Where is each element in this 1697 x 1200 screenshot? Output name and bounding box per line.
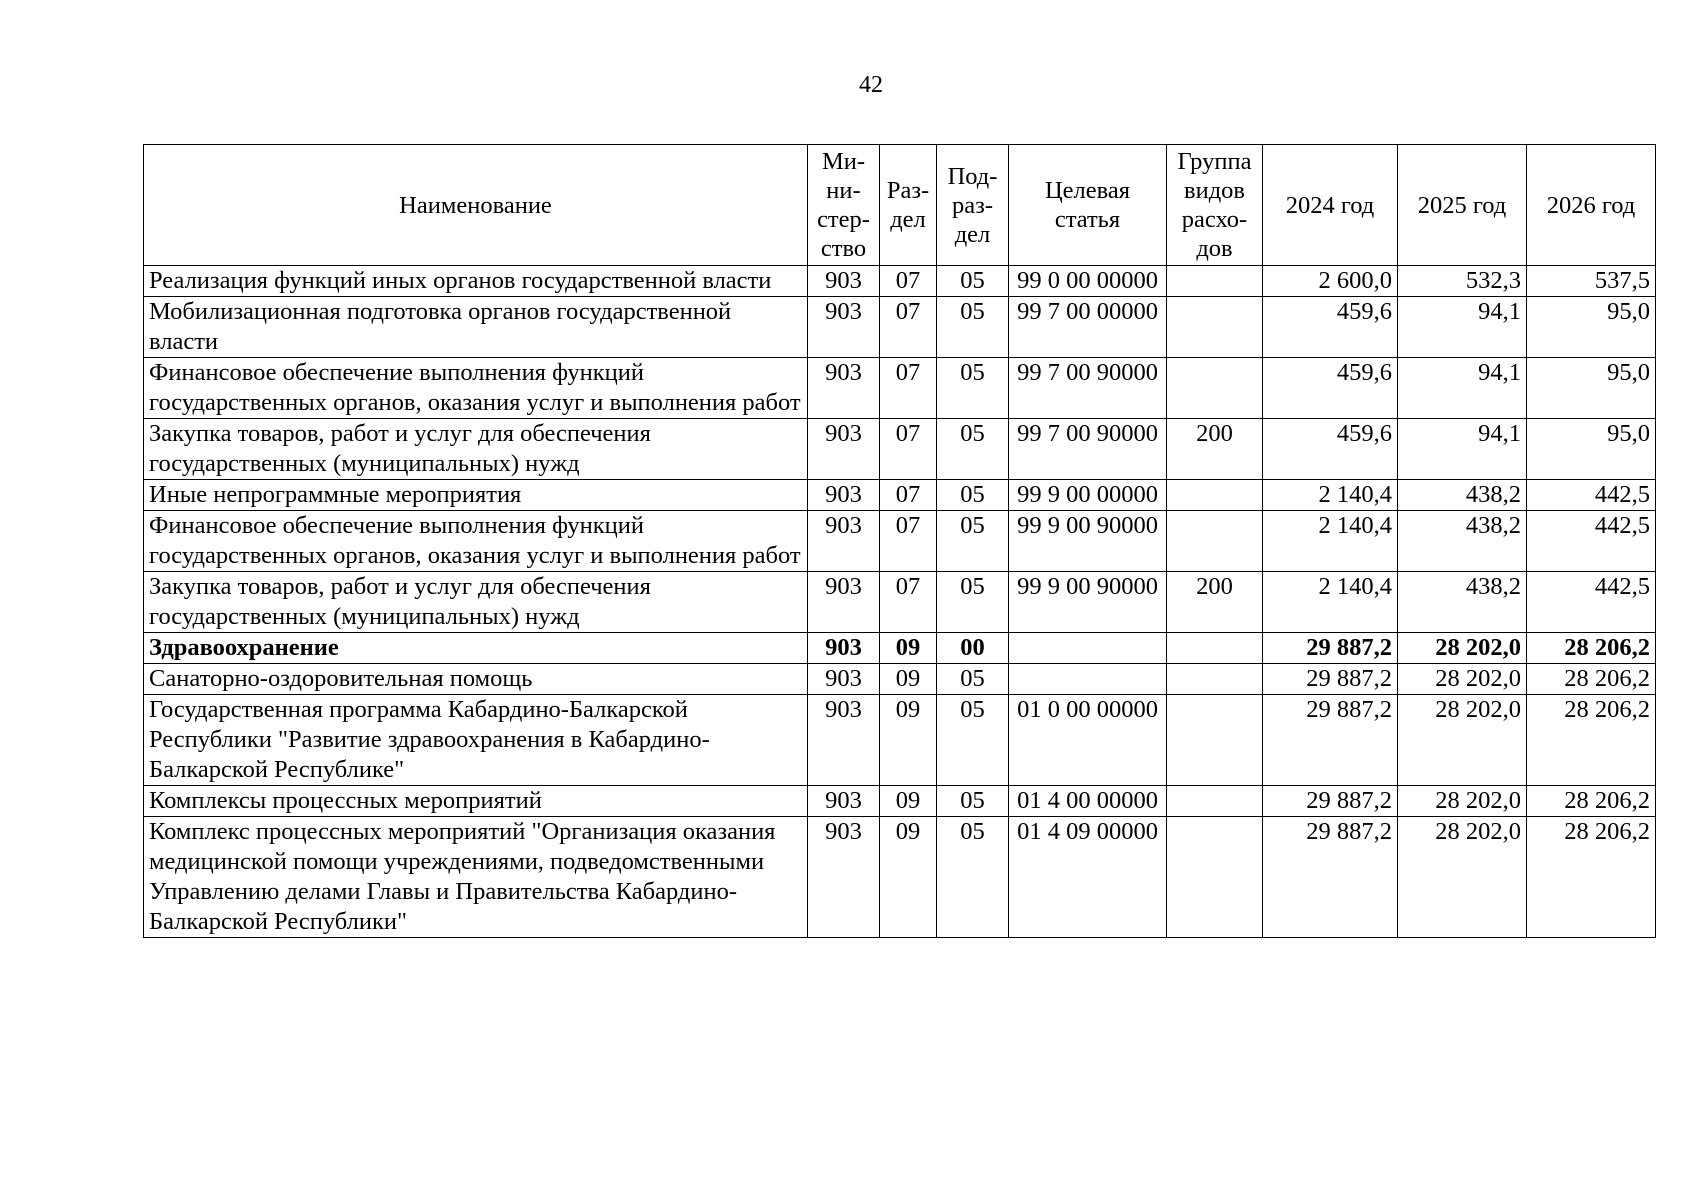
cell-year-2026: 442,5: [1527, 480, 1656, 511]
cell-name: Закупка товаров, работ и услуг для обеспечения государственных (муниципальных) нужд: [144, 572, 808, 633]
budget-table: [143, 144, 1656, 938]
cell-expense-group: [1167, 480, 1263, 511]
cell-target-article: 99 9 00 00000: [1009, 480, 1167, 511]
table-row: [144, 664, 1656, 695]
cell-year-2026: 28 206,2: [1527, 786, 1656, 817]
header-expense-group: Группа видов расхо- дов: [1167, 145, 1263, 266]
cell-section: 07: [880, 572, 937, 633]
cell-name: Реализация функций иных органов государственной власти: [144, 266, 808, 297]
header-year-2024: 2024 год: [1263, 145, 1398, 266]
cell-expense-group: [1167, 695, 1263, 786]
cell-year-2026: 95,0: [1527, 419, 1656, 480]
cell-ministry: 903: [808, 633, 880, 664]
cell-year-2024: 2 140,4: [1263, 572, 1398, 633]
cell-year-2025: 94,1: [1398, 297, 1527, 358]
cell-year-2024: 2 600,0: [1263, 266, 1398, 297]
header-section: Раз- дел: [880, 145, 937, 266]
cell-expense-group: [1167, 817, 1263, 938]
cell-year-2025: 28 202,0: [1398, 817, 1527, 938]
cell-year-2024: 2 140,4: [1263, 480, 1398, 511]
cell-target-article: 99 7 00 90000: [1009, 358, 1167, 419]
cell-subsection: 05: [937, 695, 1009, 786]
cell-target-article: 99 9 00 90000: [1009, 511, 1167, 572]
cell-subsection: 00: [937, 633, 1009, 664]
cell-subsection: 05: [937, 817, 1009, 938]
header-ministry: Ми- ни- стер- ство: [808, 145, 880, 266]
cell-year-2024: 29 887,2: [1263, 817, 1398, 938]
cell-expense-group: [1167, 297, 1263, 358]
cell-year-2025: 94,1: [1398, 358, 1527, 419]
cell-year-2026: 95,0: [1527, 358, 1656, 419]
cell-year-2026: 28 206,2: [1527, 633, 1656, 664]
cell-year-2024: 29 887,2: [1263, 664, 1398, 695]
table-row: [144, 786, 1656, 817]
cell-target-article: [1009, 664, 1167, 695]
cell-ministry: 903: [808, 664, 880, 695]
cell-expense-group: [1167, 786, 1263, 817]
cell-target-article: 01 0 00 00000: [1009, 695, 1167, 786]
table-row: [144, 511, 1656, 572]
cell-section: 07: [880, 358, 937, 419]
cell-name: Комплекс процессных мероприятий "Организация оказания медицинской помощи учреждениями, подведомственными Управлению делами Главы и Правительства Кабардино-Балкарской Республики": [144, 817, 808, 938]
cell-year-2026: 95,0: [1527, 297, 1656, 358]
cell-name: Санаторно-оздоровительная помощь: [144, 664, 808, 695]
table-row: [144, 358, 1656, 419]
cell-ministry: 903: [808, 572, 880, 633]
table-header-row: [144, 145, 1656, 266]
cell-year-2026: 537,5: [1527, 266, 1656, 297]
table-row: [144, 266, 1656, 297]
cell-expense-group: 200: [1167, 419, 1263, 480]
cell-section: 07: [880, 511, 937, 572]
cell-name: Здравоохранение: [144, 633, 808, 664]
cell-ministry: 903: [808, 511, 880, 572]
cell-ministry: 903: [808, 358, 880, 419]
cell-section: 07: [880, 266, 937, 297]
cell-year-2025: 94,1: [1398, 419, 1527, 480]
cell-ministry: 903: [808, 419, 880, 480]
cell-expense-group: 200: [1167, 572, 1263, 633]
cell-name: Комплексы процессных мероприятий: [144, 786, 808, 817]
cell-ministry: 903: [808, 266, 880, 297]
cell-ministry: 903: [808, 817, 880, 938]
cell-year-2025: 28 202,0: [1398, 695, 1527, 786]
cell-subsection: 05: [937, 266, 1009, 297]
cell-name: Государственная программа Кабардино-Балкарской Республики "Развитие здравоохранения в Кабардино-Балкарской Республике": [144, 695, 808, 786]
cell-expense-group: [1167, 266, 1263, 297]
cell-year-2025: 438,2: [1398, 511, 1527, 572]
cell-name: Закупка товаров, работ и услуг для обеспечения государственных (муниципальных) нужд: [144, 419, 808, 480]
cell-section: 09: [880, 786, 937, 817]
header-subsection: Под- раз- дел: [937, 145, 1009, 266]
cell-target-article: [1009, 633, 1167, 664]
cell-target-article: 99 9 00 90000: [1009, 572, 1167, 633]
cell-target-article: 01 4 09 00000: [1009, 817, 1167, 938]
cell-year-2024: 2 140,4: [1263, 511, 1398, 572]
cell-section: 09: [880, 664, 937, 695]
cell-section: 07: [880, 297, 937, 358]
cell-name: Финансовое обеспечение выполнения функций государственных органов, оказания услуг и выполнения работ: [144, 511, 808, 572]
cell-year-2024: 459,6: [1263, 419, 1398, 480]
cell-subsection: 05: [937, 664, 1009, 695]
cell-target-article: 99 0 00 00000: [1009, 266, 1167, 297]
table-body: [144, 266, 1656, 938]
table-row: [144, 480, 1656, 511]
cell-target-article: 99 7 00 00000: [1009, 297, 1167, 358]
cell-year-2025: 28 202,0: [1398, 664, 1527, 695]
table-row: [144, 419, 1656, 480]
cell-subsection: 05: [937, 419, 1009, 480]
cell-subsection: 05: [937, 572, 1009, 633]
cell-subsection: 05: [937, 786, 1009, 817]
table-row: [144, 817, 1656, 938]
cell-expense-group: [1167, 664, 1263, 695]
cell-name: Мобилизационная подготовка органов государственной власти: [144, 297, 808, 358]
cell-ministry: 903: [808, 786, 880, 817]
table-row: [144, 297, 1656, 358]
cell-section: 07: [880, 419, 937, 480]
header-target-article: Целевая статья: [1009, 145, 1167, 266]
cell-name: Финансовое обеспечение выполнения функций государственных органов, оказания услуг и выполнения работ: [144, 358, 808, 419]
cell-expense-group: [1167, 511, 1263, 572]
cell-section: 07: [880, 480, 937, 511]
cell-year-2025: 532,3: [1398, 266, 1527, 297]
cell-year-2024: 29 887,2: [1263, 695, 1398, 786]
cell-year-2024: 29 887,2: [1263, 633, 1398, 664]
cell-name: Иные непрограммные мероприятия: [144, 480, 808, 511]
cell-expense-group: [1167, 358, 1263, 419]
cell-year-2025: 28 202,0: [1398, 786, 1527, 817]
cell-year-2024: 29 887,2: [1263, 786, 1398, 817]
cell-year-2024: 459,6: [1263, 358, 1398, 419]
cell-subsection: 05: [937, 358, 1009, 419]
cell-subsection: 05: [937, 480, 1009, 511]
cell-year-2026: 28 206,2: [1527, 817, 1656, 938]
page-number: 42: [859, 72, 883, 98]
table-row: [144, 695, 1656, 786]
table-row: [144, 572, 1656, 633]
cell-section: 09: [880, 695, 937, 786]
cell-subsection: 05: [937, 297, 1009, 358]
table-row: [144, 633, 1656, 664]
cell-year-2025: 438,2: [1398, 480, 1527, 511]
cell-year-2026: 442,5: [1527, 511, 1656, 572]
cell-year-2026: 28 206,2: [1527, 664, 1656, 695]
header-name: Наименование: [144, 145, 808, 266]
cell-subsection: 05: [937, 511, 1009, 572]
cell-year-2026: 442,5: [1527, 572, 1656, 633]
cell-expense-group: [1167, 633, 1263, 664]
cell-year-2026: 28 206,2: [1527, 695, 1656, 786]
cell-target-article: 01 4 00 00000: [1009, 786, 1167, 817]
cell-section: 09: [880, 817, 937, 938]
header-year-2025: 2025 год: [1398, 145, 1527, 266]
cell-ministry: 903: [808, 695, 880, 786]
cell-year-2024: 459,6: [1263, 297, 1398, 358]
cell-ministry: 903: [808, 480, 880, 511]
cell-year-2025: 438,2: [1398, 572, 1527, 633]
cell-year-2025: 28 202,0: [1398, 633, 1527, 664]
cell-ministry: 903: [808, 297, 880, 358]
cell-target-article: 99 7 00 90000: [1009, 419, 1167, 480]
cell-section: 09: [880, 633, 937, 664]
header-year-2026: 2026 год: [1527, 145, 1656, 266]
